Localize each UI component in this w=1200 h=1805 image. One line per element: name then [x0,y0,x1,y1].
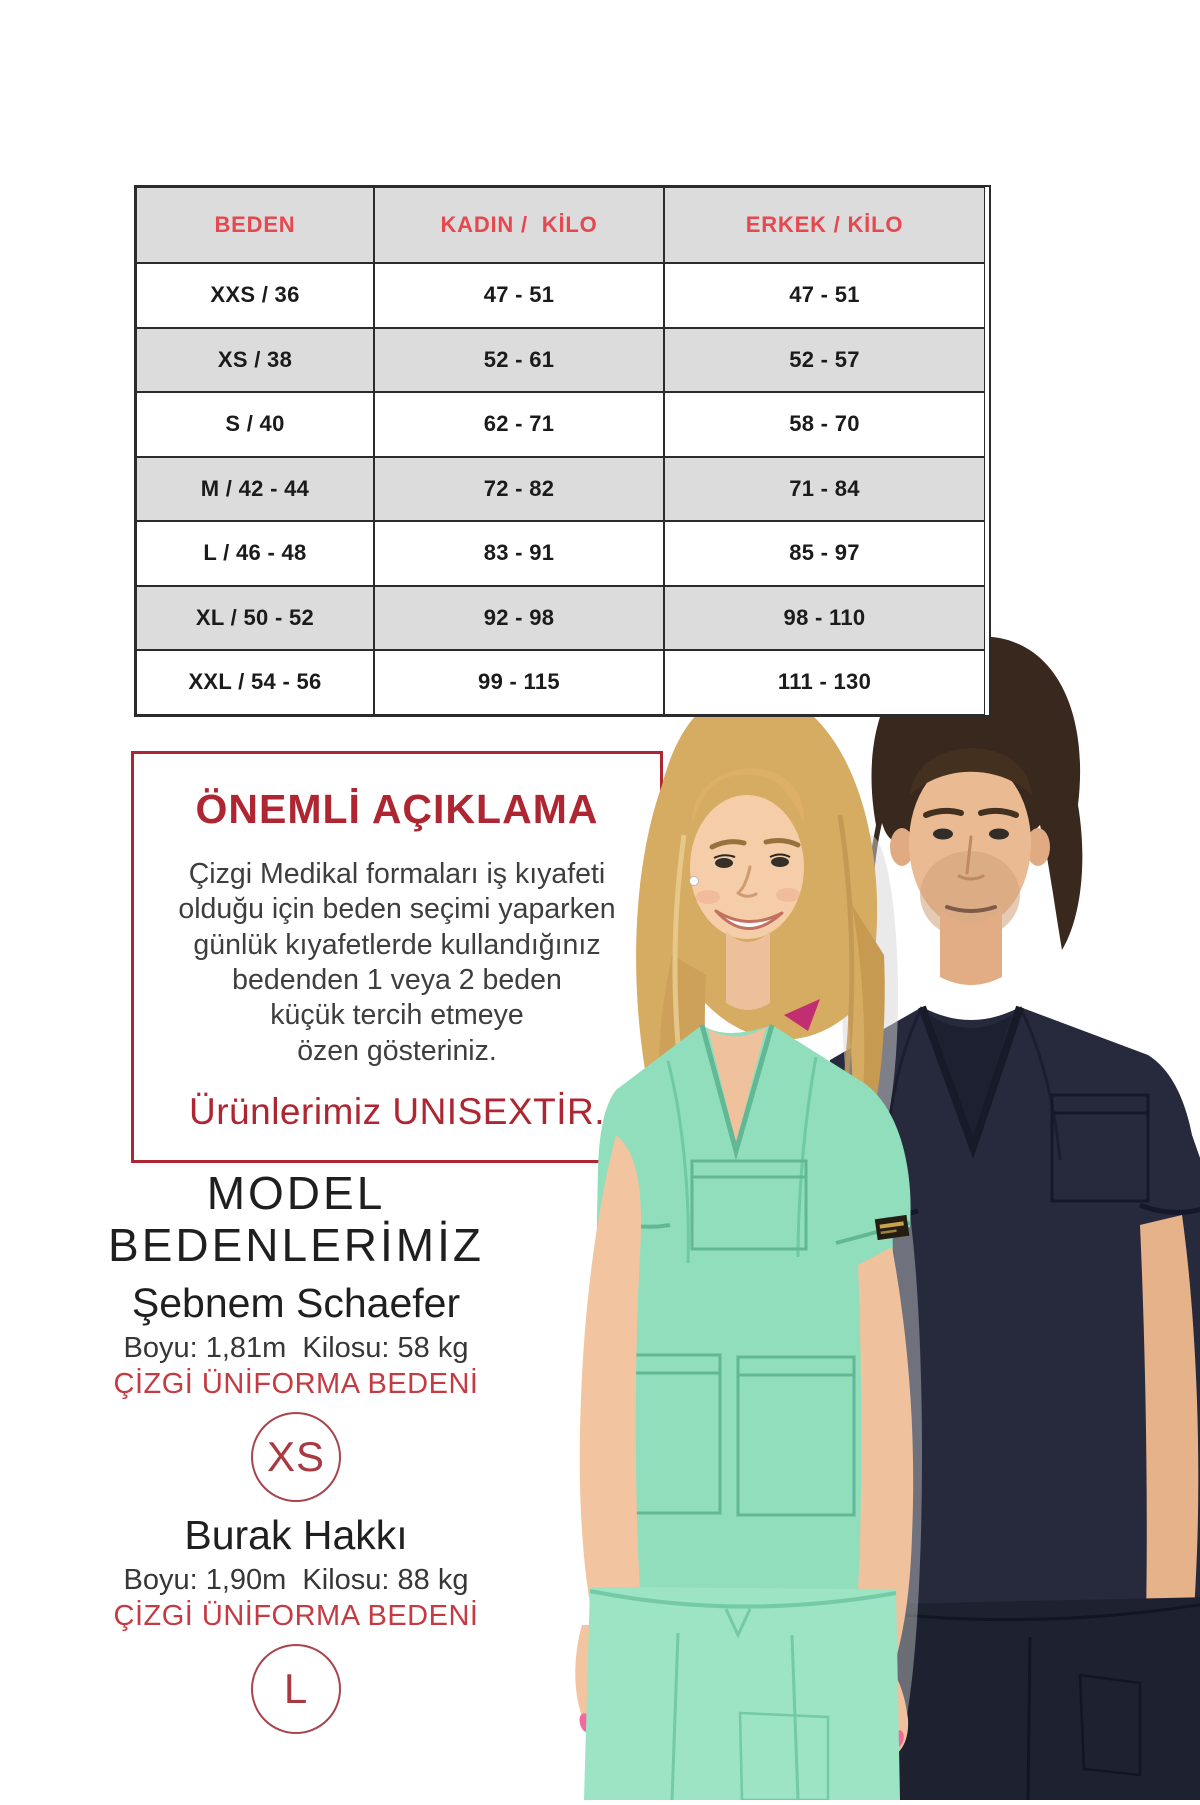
female-size-badge: XS [251,1412,341,1502]
table-cell: 52 - 61 [374,328,664,393]
heading-line: BEDENLERİMİZ [76,1220,516,1272]
table-cell: 85 - 97 [664,521,985,586]
table-cell: 47 - 51 [664,263,985,328]
brand-label-patch [875,1215,910,1240]
table-cell: XL / 50 - 52 [136,586,374,651]
table-cell: M / 42 - 44 [136,457,374,522]
models-photo-illustration [440,575,1200,1800]
table-cell: 83 - 91 [374,521,664,586]
table-header-cell: ERKEK / KİLO [664,187,985,263]
notice-line: özen gösteriniz. [134,1034,660,1069]
table-cell: 52 - 57 [664,328,985,393]
male-size-badge: L [251,1644,341,1734]
notice-line: Çizgi Medikal formaları iş kıyafeti [134,857,660,892]
table-cell: XXL / 54 - 56 [136,650,374,715]
table-cell: 98 - 110 [664,586,985,651]
table-cell: 58 - 70 [664,392,985,457]
notice-title: ÖNEMLİ AÇIKLAMA [134,786,660,833]
notice-line: olduğu için beden seçimi yaparken [134,892,660,927]
table-cell: 72 - 82 [374,457,664,522]
table-header-cell: BEDEN [136,187,374,263]
female-model-name: Şebnem Schaefer [76,1280,516,1327]
table-cell: S / 40 [136,392,374,457]
notice-line: günlük kıyafetlerde kullandığınız [134,928,660,963]
table-cell: XS / 38 [136,328,374,393]
table-cell: 47 - 51 [374,263,664,328]
table-header-cell: KADIN / KİLO [374,187,664,263]
female-uniform-size-label: ÇİZGİ ÜNİFORMA BEDENİ [76,1368,516,1401]
notice-unisex-statement: Ürünlerimiz UNISEXTİR. [134,1091,660,1133]
size-table [134,185,991,717]
notice-line: küçük tercih etmeye [134,998,660,1033]
male-model-name: Burak Hakkı [76,1512,516,1559]
table-cell: L / 46 - 48 [136,521,374,586]
table-cell: 99 - 115 [374,650,664,715]
model-info-column [76,1168,516,1738]
notice-line: bedenden 1 veya 2 beden [134,963,660,998]
table-cell: 71 - 84 [664,457,985,522]
female-model-stats: Boyu: 1,81m Kilosu: 58 kg [76,1332,516,1365]
male-model-stats: Boyu: 1,90m Kilosu: 88 kg [76,1564,516,1597]
table-cell: 111 - 130 [664,650,985,715]
models-photo [440,575,1200,1800]
male-uniform-size-label: ÇİZGİ ÜNİFORMA BEDENİ [76,1600,516,1633]
table-cell: 62 - 71 [374,392,664,457]
heading-line: MODEL [76,1168,516,1220]
female-model-photo [575,691,913,1800]
table-cell: XXS / 36 [136,263,374,328]
model-sizes-heading [76,1168,516,1272]
table-cell: 92 - 98 [374,586,664,651]
